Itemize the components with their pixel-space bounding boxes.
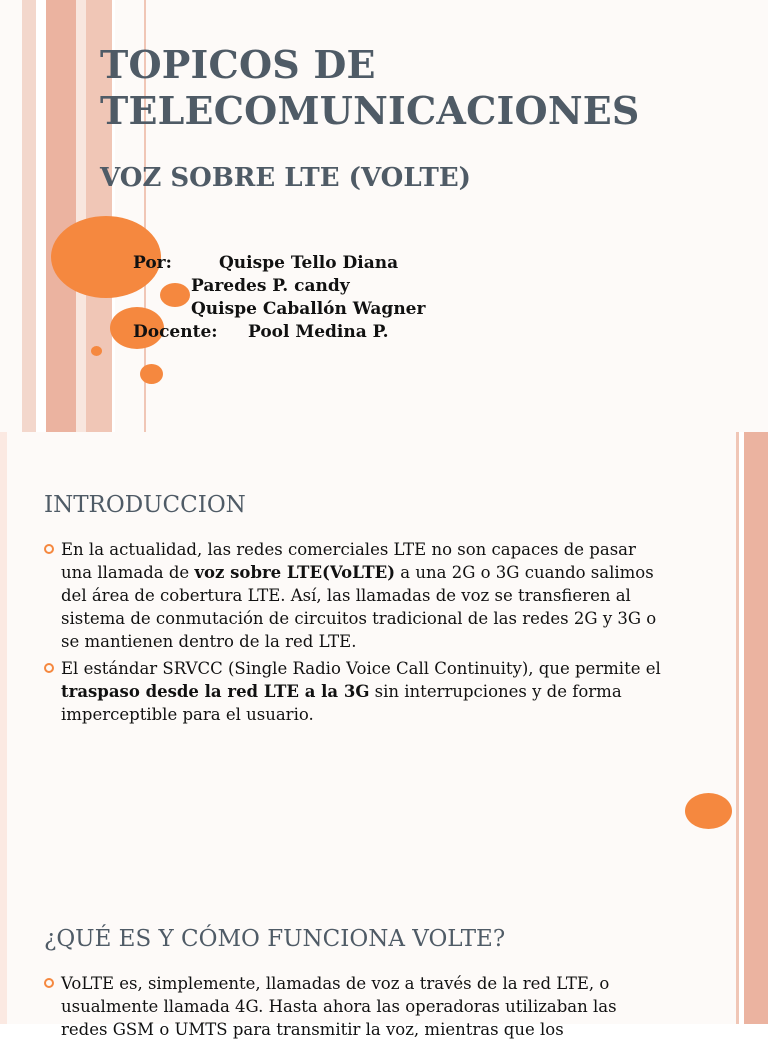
authors-block <box>133 252 425 344</box>
author-name: Quispe Tello Diana <box>219 253 399 273</box>
stripe-decoration <box>46 0 76 432</box>
subtitle-bold: VOZ SOBRE LTE <box>100 163 340 193</box>
slide-introduccion <box>0 432 768 864</box>
slide-title <box>0 0 768 432</box>
list-item: En la actualidad, las redes comerciales LTE no son capaces de pasar una llamada de voz sobre LTE(VoLTE) a una 2G o 3G cuando salimos del área de cobertura LTE. Así, las llamadas de voz se transfieren al sistema de conmutación de circuitos tradicional de las redes 2G y 3G o se mantienen dentro de la red LTE. <box>44 538 664 653</box>
bullet-list <box>44 972 664 1045</box>
presentation-subtitle <box>100 160 471 196</box>
stripe-decoration <box>744 864 768 1024</box>
subtitle-rest: (VOLTE) <box>339 163 471 193</box>
title-line-2: TELECOMUNICACIONES <box>100 88 640 133</box>
stripe-decoration <box>0 432 7 864</box>
stripe-decoration <box>76 0 86 432</box>
list-item: VoLTE es, simplemente, llamadas de voz a través de la red LTE, o usualmente llamada 4G. Hasta ahora las operadoras utilizaban las redes GSM o UMTS para transmitir la voz, mientras que los <box>44 972 664 1041</box>
bullet-icon <box>44 663 54 673</box>
por-label: Por: <box>133 253 172 273</box>
decorative-circle-small <box>91 346 102 356</box>
bullet-list <box>44 538 664 730</box>
decorative-circle <box>140 364 163 384</box>
slide-que-es-volte <box>0 864 768 1039</box>
section-title: ¿QUÉ ES Y CÓMO FUNCIONA VOLTE? <box>44 926 506 952</box>
docente-label: Docente: <box>133 322 218 342</box>
bullet-icon <box>44 544 54 554</box>
title-line-1: TOPICOS DE <box>100 42 376 87</box>
stripe-decoration <box>22 0 36 432</box>
author-name: Paredes P. candy <box>191 276 350 296</box>
bullet-icon <box>44 978 54 988</box>
decorative-circle <box>685 793 732 829</box>
docente-name: Pool Medina P. <box>248 322 389 342</box>
author-name: Quispe Caballón Wagner <box>191 299 426 319</box>
list-item: El estándar SRVCC (Single Radio Voice Call Continuity), que permite el traspaso desde la red LTE a la 3G sin interrupciones y de forma imperceptible para el usuario. <box>44 657 664 726</box>
stripe-decoration <box>744 432 768 864</box>
presentation-title <box>100 42 740 134</box>
stripe-decoration <box>0 864 7 1024</box>
section-title: INTRODUCCION <box>44 492 246 518</box>
stripe-decoration <box>36 0 46 432</box>
